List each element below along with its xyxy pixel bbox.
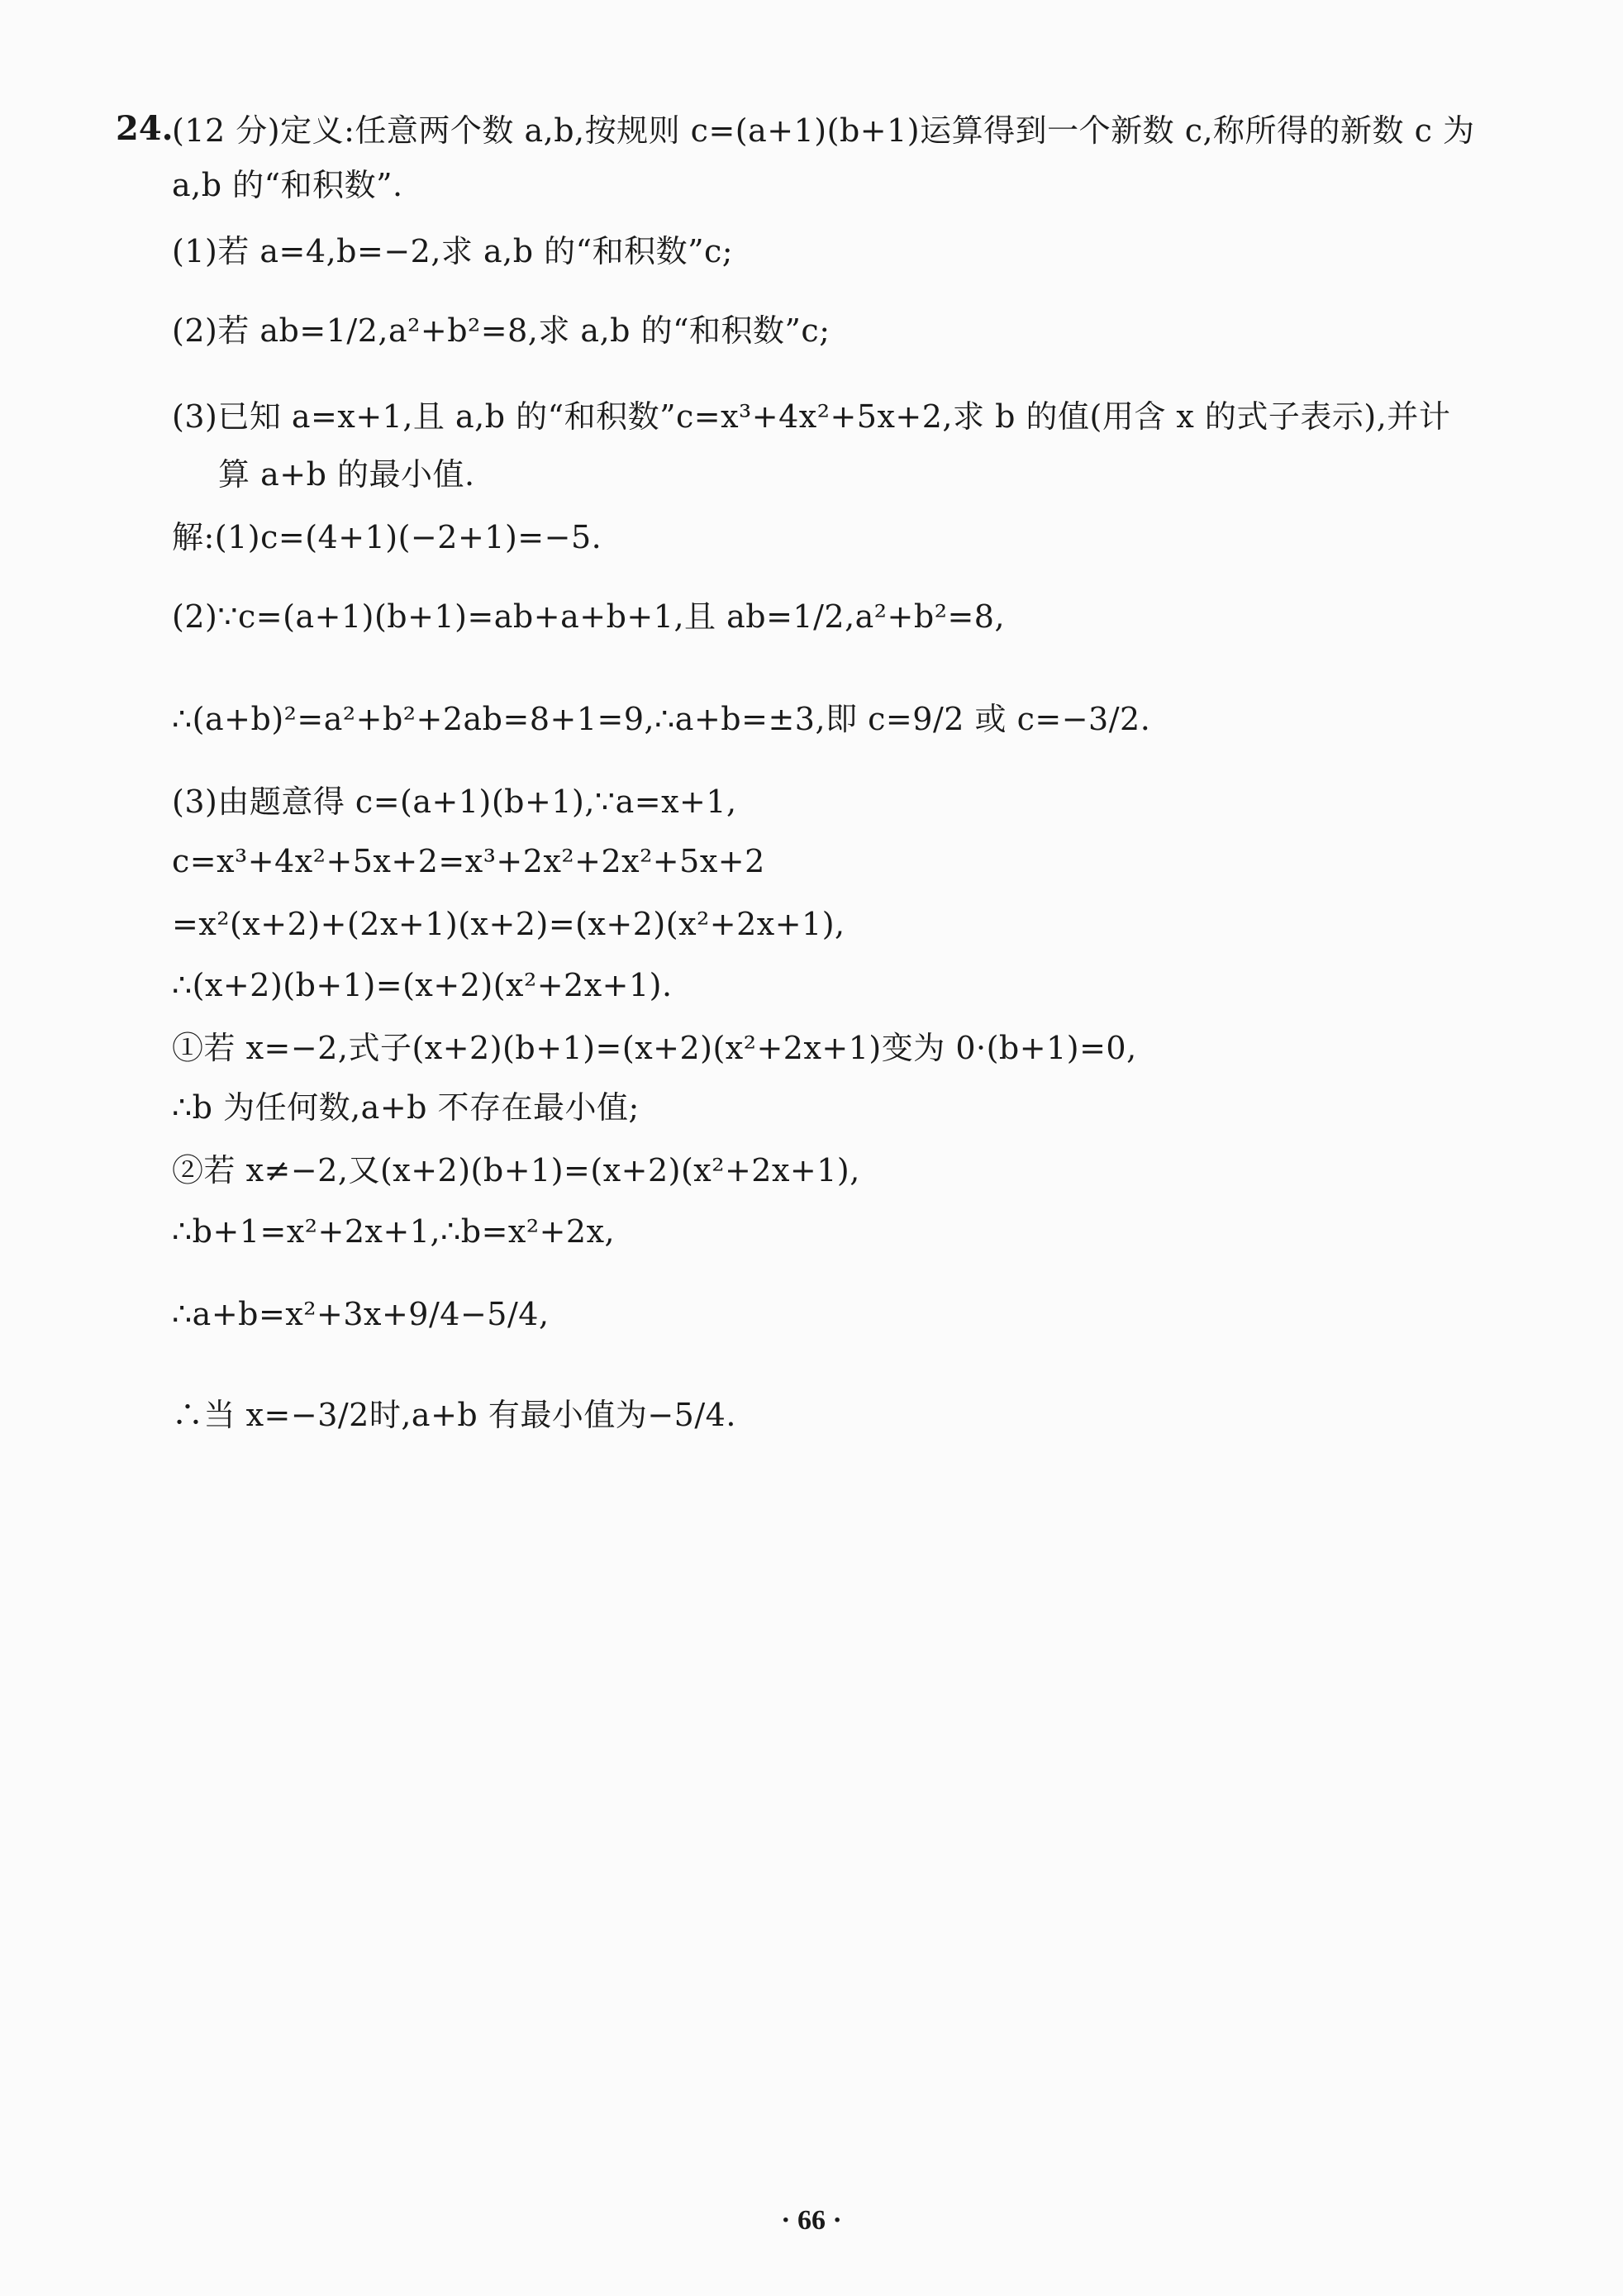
solution-line-13: ∴当 x=−3/2时,a+b 有最小值为−5/4.	[172, 1397, 736, 1433]
solution-line-7: ∴(x+2)(b+1)=(x+2)(x²+2x+1).	[172, 967, 673, 1003]
solution-line-4: (3)由题意得 c=(a+1)(b+1),∵a=x+1,	[172, 784, 737, 820]
solution-line-8: ①若 x=−2,式子(x+2)(b+1)=(x+2)(x²+2x+1)变为 0·(b+1)=0,	[172, 1030, 1137, 1066]
solution-line-11: ∴b+1=x²+2x+1,∴b=x²+2x,	[172, 1213, 616, 1250]
question-stem-line-1: (12 分)定义:任意两个数 a,b,按规则 c=(a+1)(b+1)运算得到一个新数 c,称所得的新数 c 为	[172, 112, 1475, 149]
solution-line-10: ②若 x≠−2,又(x+2)(b+1)=(x+2)(x²+2x+1),	[172, 1152, 860, 1188]
solution-line-5: c=x³+4x²+5x+2=x³+2x²+2x²+5x+2	[172, 843, 765, 879]
solution-line-9: ∴b 为任何数,a+b 不存在最小值;	[172, 1089, 640, 1126]
solution-line-3: ∴(a+b)²=a²+b²+2ab=8+1=9,∴a+b=±3,即 c=9/2 或 c=−3/2.	[172, 701, 1151, 737]
question-number: 24.	[116, 109, 174, 148]
page-number: · 66 ·	[781, 2205, 842, 2236]
sub-question-3-line-1: (3)已知 a=x+1,且 a,b 的“和积数”c=x³+4x²+5x+2,求 b 的值(用含 x 的式子表示),并计	[172, 398, 1451, 435]
solution-line-1: 解:(1)c=(4+1)(−2+1)=−5.	[172, 519, 602, 555]
sub-question-3-line-2: 算 a+b 的最小值.	[218, 456, 475, 493]
sub-question-2: (2)若 ab=1/2,a²+b²=8,求 a,b 的“和积数”c;	[172, 312, 831, 349]
question-stem-line-2: a,b 的“和积数”.	[172, 167, 403, 203]
solution-line-2: (2)∵c=(a+1)(b+1)=ab+a+b+1,且 ab=1/2,a²+b²=8,	[172, 598, 1006, 635]
solution-line-6: =x²(x+2)+(2x+1)(x+2)=(x+2)(x²+2x+1),	[172, 906, 845, 942]
sub-question-1: (1)若 a=4,b=−2,求 a,b 的“和积数”c;	[172, 233, 734, 269]
solution-line-12: ∴a+b=x²+3x+9/4−5/4,	[172, 1296, 550, 1332]
